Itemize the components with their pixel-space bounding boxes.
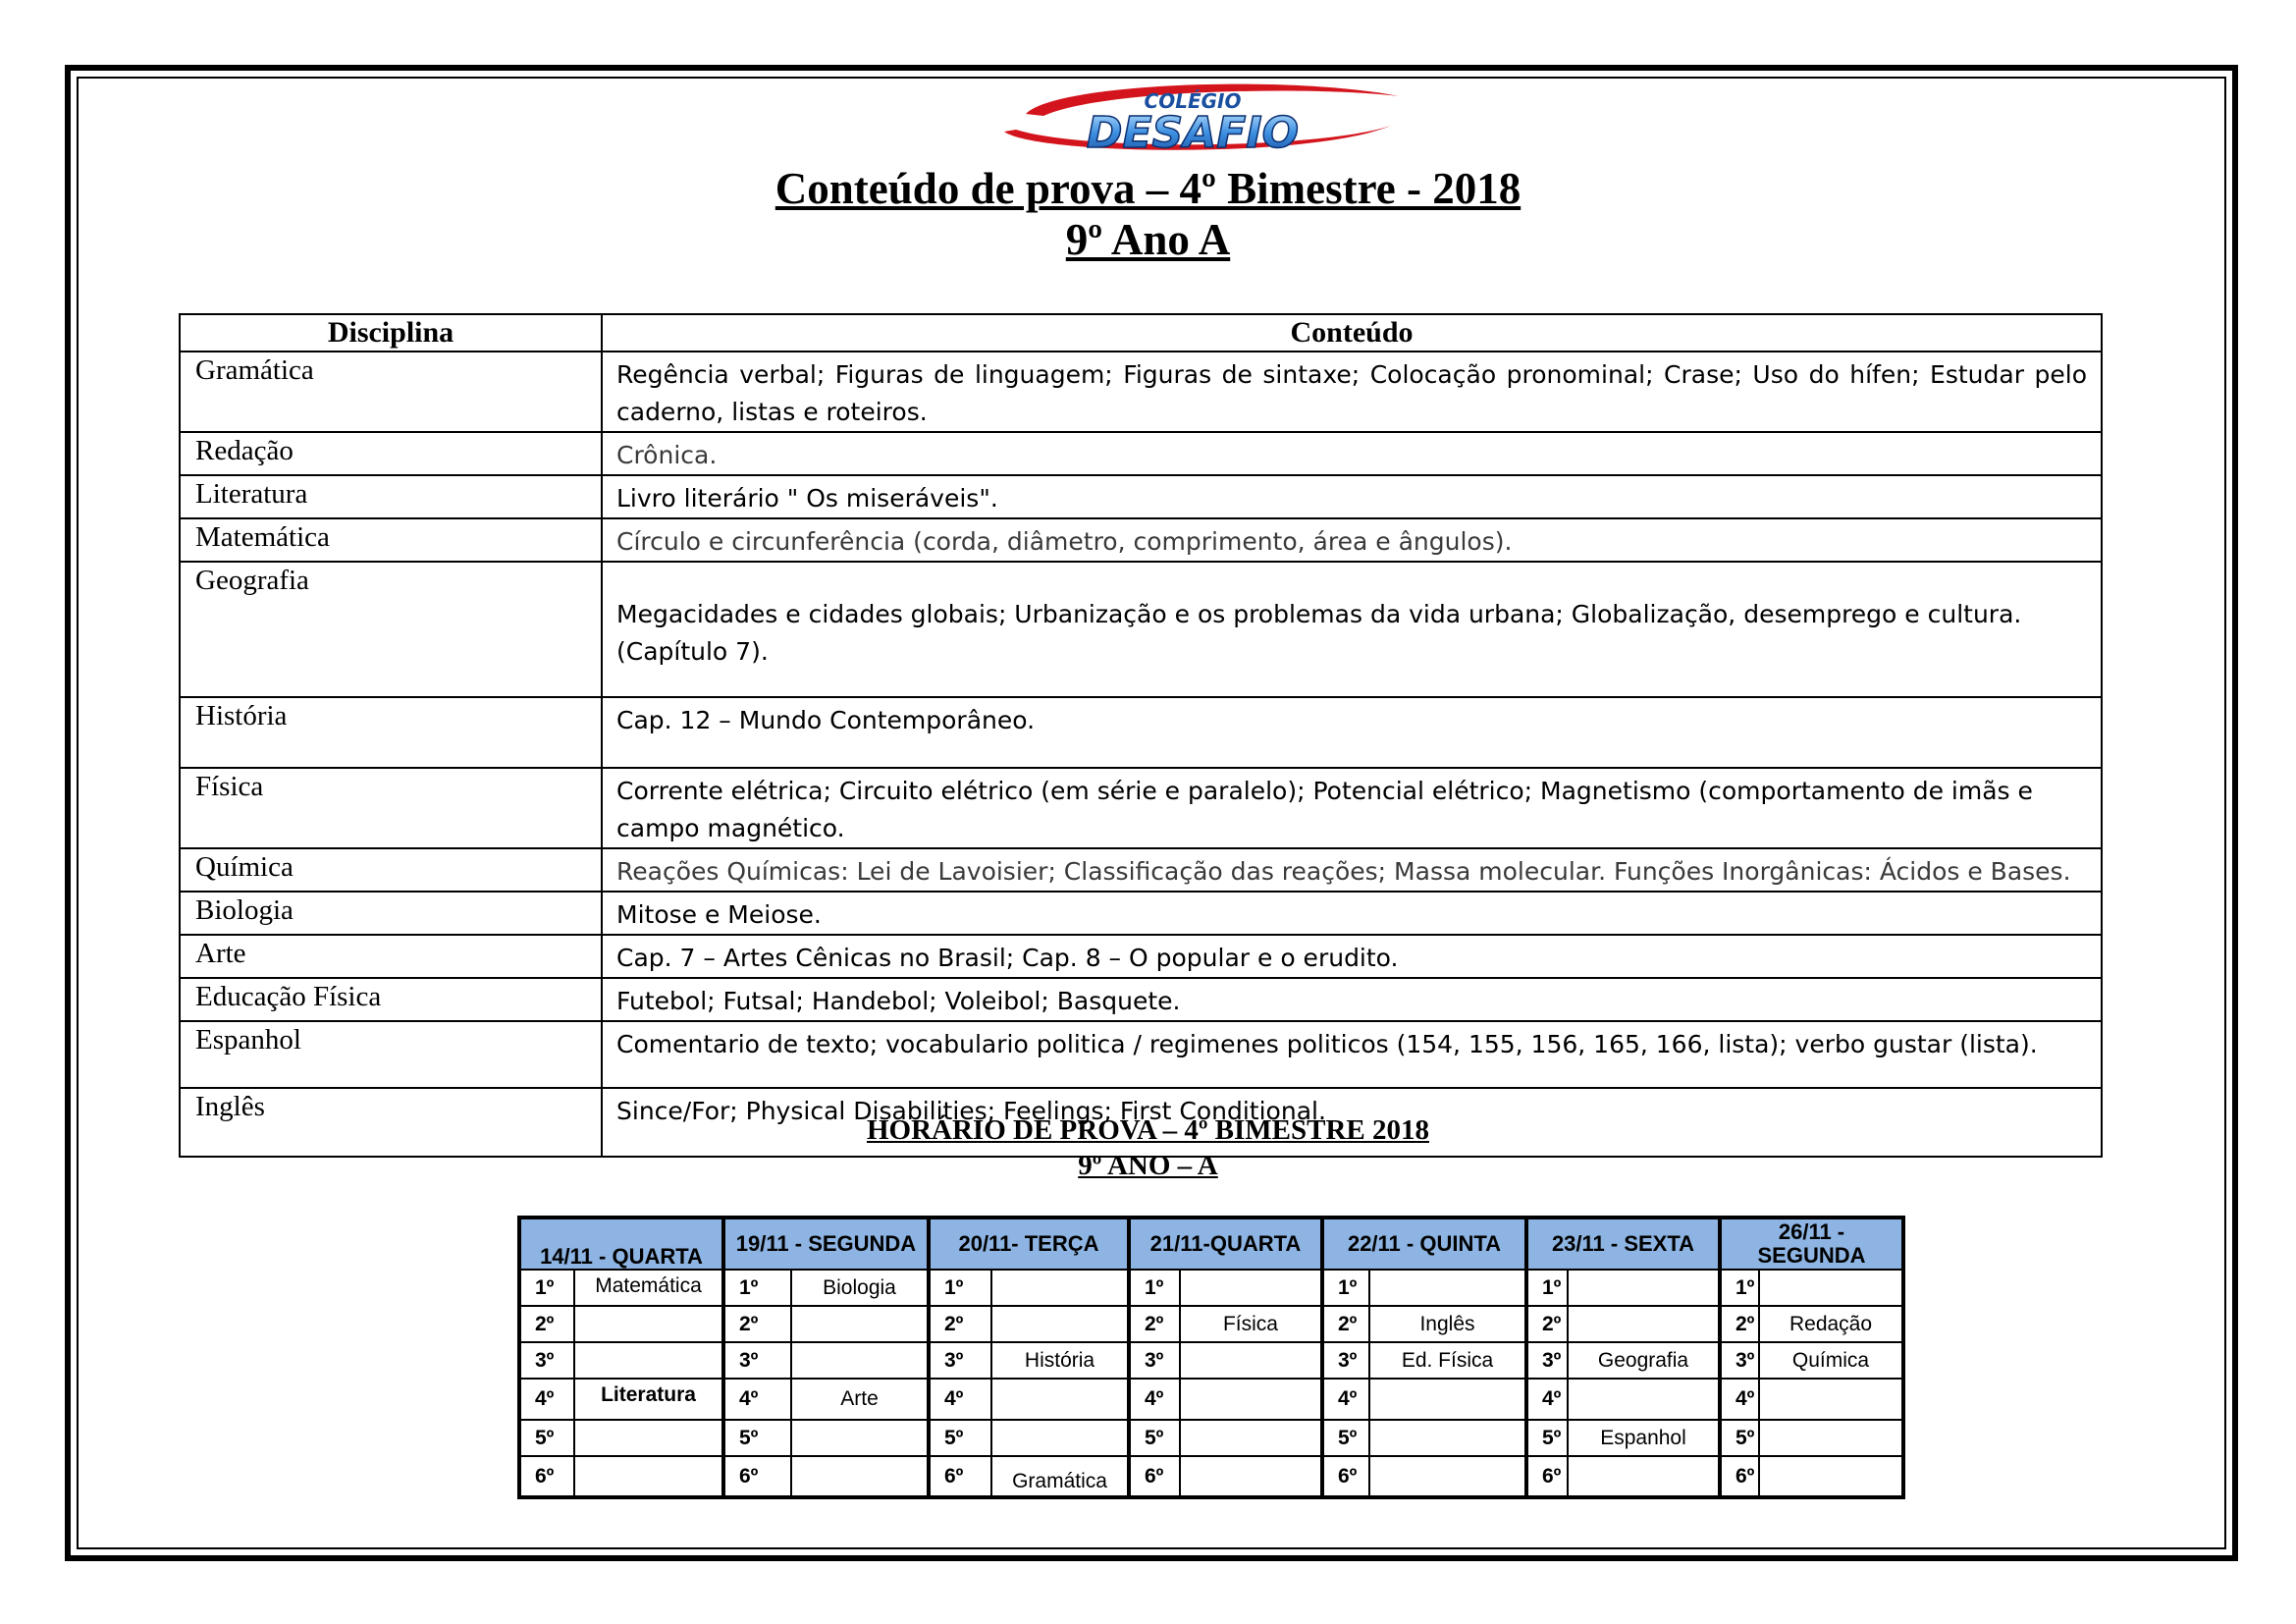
schedule-cell bbox=[1180, 1270, 1322, 1306]
period-number: 4º bbox=[1129, 1379, 1180, 1420]
period-number: 3º bbox=[929, 1342, 991, 1379]
schedule-cell bbox=[1759, 1420, 1903, 1456]
schedule-cell bbox=[1369, 1456, 1526, 1497]
schedule-cell bbox=[1369, 1420, 1526, 1456]
schedule-cell bbox=[574, 1306, 723, 1342]
period-number: 4º bbox=[1720, 1379, 1759, 1420]
period-number: 4º bbox=[929, 1379, 991, 1420]
period-number: 3º bbox=[1720, 1342, 1759, 1379]
table-row bbox=[180, 978, 2102, 1021]
period-number: 6º bbox=[929, 1456, 991, 1497]
period-number: 1º bbox=[1129, 1270, 1180, 1306]
schedule-cell bbox=[991, 1306, 1129, 1342]
schedule-table bbox=[517, 1216, 1905, 1499]
schedule-row bbox=[519, 1306, 1903, 1342]
schedule-cell bbox=[991, 1379, 1129, 1420]
period-number: 1º bbox=[519, 1270, 574, 1306]
table-row bbox=[180, 352, 2102, 432]
period-number: 6º bbox=[1322, 1456, 1369, 1497]
period-number: 5º bbox=[1322, 1420, 1369, 1456]
schedule-cell bbox=[1180, 1342, 1322, 1379]
table-row bbox=[180, 768, 2102, 848]
conteudo-cell: Corrente elétrica; Circuito elétrico (em série e paralelo); Potencial elétrico; Magnetismo (comportamento de imãs e campo magnético. bbox=[602, 768, 2102, 848]
col-header-conteudo: Conteúdo bbox=[602, 314, 2102, 352]
page-subtitle: 9º Ano A bbox=[1065, 215, 1231, 264]
conteudo-cell: Círculo e circunferência (corda, diâmetro, comprimento, área e ângulos). bbox=[602, 518, 2102, 562]
schedule-cell: Literatura bbox=[574, 1379, 723, 1420]
schedule-cell: Biologia bbox=[791, 1270, 929, 1306]
content-table-header bbox=[180, 314, 2102, 352]
schedule-cell bbox=[1369, 1379, 1526, 1420]
schedule-row bbox=[519, 1342, 1903, 1379]
disciplina-cell: Física bbox=[180, 768, 602, 848]
schedule-cell bbox=[574, 1456, 723, 1497]
disciplina-cell: Geografia bbox=[180, 562, 602, 697]
schedule-cell bbox=[1568, 1456, 1720, 1497]
disciplina-cell: Espanhol bbox=[180, 1021, 602, 1088]
conteudo-cell: Regência verbal; Figuras de linguagem; Figuras de sintaxe; Colocação pronominal; Crase; Uso do hífen; Estudar pelo caderno, listas e roteiros. bbox=[602, 352, 2102, 432]
period-number: 3º bbox=[1526, 1342, 1568, 1379]
schedule-day-header: 22/11 - QUINTA bbox=[1322, 1218, 1526, 1270]
schedule-cell: Ed. Física bbox=[1369, 1342, 1526, 1379]
schedule-day-header: 23/11 - SEXTA bbox=[1526, 1218, 1720, 1270]
schedule-cell bbox=[991, 1420, 1129, 1456]
schedule-row bbox=[519, 1379, 1903, 1420]
period-number: 6º bbox=[519, 1456, 574, 1497]
period-number: 6º bbox=[723, 1456, 791, 1497]
content-table bbox=[179, 313, 2103, 1158]
table-row bbox=[180, 562, 2102, 697]
period-number: 5º bbox=[1129, 1420, 1180, 1456]
schedule-row bbox=[519, 1270, 1903, 1306]
conteudo-cell: Mitose e Meiose. bbox=[602, 892, 2102, 935]
logo-big-text: DESAFIO bbox=[1086, 108, 1300, 158]
disciplina-cell: Redação bbox=[180, 432, 602, 475]
disciplina-cell: Gramática bbox=[180, 352, 602, 432]
table-row bbox=[180, 935, 2102, 978]
period-number: 1º bbox=[723, 1270, 791, 1306]
period-number: 1º bbox=[1720, 1270, 1759, 1306]
period-number: 2º bbox=[1720, 1306, 1759, 1342]
schedule-cell bbox=[1568, 1306, 1720, 1342]
schedule-cell: Química bbox=[1759, 1342, 1903, 1379]
schedule-cell: Gramática bbox=[991, 1456, 1129, 1497]
col-header-disciplina: Disciplina bbox=[180, 314, 602, 352]
period-number: 5º bbox=[723, 1420, 791, 1456]
table-row bbox=[180, 475, 2102, 518]
period-number: 4º bbox=[1526, 1379, 1568, 1420]
schedule-cell: Redação bbox=[1759, 1306, 1903, 1342]
period-number: 6º bbox=[1720, 1456, 1759, 1497]
schedule-row bbox=[519, 1456, 1903, 1497]
disciplina-cell: Inglês bbox=[180, 1088, 602, 1157]
period-number: 1º bbox=[1322, 1270, 1369, 1306]
table-row bbox=[180, 892, 2102, 935]
schedule-cell: Inglês bbox=[1369, 1306, 1526, 1342]
period-number: 5º bbox=[519, 1420, 574, 1456]
schedule-cell bbox=[1180, 1379, 1322, 1420]
schedule-day-header: 26/11 - SEGUNDA bbox=[1720, 1218, 1903, 1270]
conteudo-cell: Cap. 7 – Artes Cênicas no Brasil; Cap. 8 – O popular e o erudito. bbox=[602, 935, 2102, 978]
period-number: 6º bbox=[1526, 1456, 1568, 1497]
schedule-day-header: 14/11 - QUARTA bbox=[519, 1218, 723, 1270]
table-row bbox=[180, 1021, 2102, 1088]
period-number: 3º bbox=[723, 1342, 791, 1379]
table-row bbox=[180, 432, 2102, 475]
schedule-cell bbox=[1369, 1270, 1526, 1306]
period-number: 1º bbox=[929, 1270, 991, 1306]
conteudo-cell: Futebol; Futsal; Handebol; Voleibol; Basquete. bbox=[602, 978, 2102, 1021]
period-number: 4º bbox=[1322, 1379, 1369, 1420]
disciplina-cell: Educação Física bbox=[180, 978, 602, 1021]
schedule-title: HORÁRIO DE PROVA – 4º BIMESTRE 2018 bbox=[866, 1114, 1429, 1146]
schedule-cell bbox=[1568, 1379, 1720, 1420]
schedule-cell bbox=[791, 1456, 929, 1497]
schedule-cell bbox=[574, 1420, 723, 1456]
schedule-subtitle: 9º ANO – A bbox=[1078, 1150, 1218, 1181]
schedule-cell bbox=[791, 1420, 929, 1456]
conteudo-cell: Livro literário " Os miseráveis". bbox=[602, 475, 2102, 518]
schedule-cell: Arte bbox=[791, 1379, 929, 1420]
logo-small-text: COLÉGIO bbox=[1144, 89, 1242, 113]
schedule-day-header: 19/11 - SEGUNDA bbox=[723, 1218, 929, 1270]
period-number: 2º bbox=[929, 1306, 991, 1342]
period-number: 2º bbox=[1526, 1306, 1568, 1342]
disciplina-cell: Matemática bbox=[180, 518, 602, 562]
schedule-cell bbox=[1759, 1270, 1903, 1306]
schedule-cell bbox=[991, 1270, 1129, 1306]
table-row bbox=[180, 697, 2102, 768]
schedule-cell bbox=[791, 1306, 929, 1342]
period-number: 5º bbox=[929, 1420, 991, 1456]
schedule-cell bbox=[1180, 1420, 1322, 1456]
school-logo bbox=[996, 75, 1409, 163]
schedule-cell bbox=[1568, 1270, 1720, 1306]
conteudo-cell: Since/For; Physical Disabilities; Feelings; First Conditional. bbox=[602, 1088, 2102, 1157]
table-row bbox=[180, 518, 2102, 562]
conteudo-cell: Comentario de texto; vocabulario politica / regimenes politicos (154, 155, 156, 165, 166, lista); verbo gustar (lista). bbox=[602, 1021, 2102, 1088]
conteudo-cell: Reações Químicas: Lei de Lavoisier; Classificação das reações; Massa molecular. Funções Inorgânicas: Ácidos e Bases. bbox=[602, 848, 2102, 892]
schedule-cell: Física bbox=[1180, 1306, 1322, 1342]
schedule-cell: História bbox=[991, 1342, 1129, 1379]
disciplina-cell: Biologia bbox=[180, 892, 602, 935]
schedule-cell bbox=[1180, 1456, 1322, 1497]
schedule-cell: Matemática bbox=[574, 1270, 723, 1306]
period-number: 3º bbox=[1322, 1342, 1369, 1379]
disciplina-cell: Literatura bbox=[180, 475, 602, 518]
period-number: 5º bbox=[1526, 1420, 1568, 1456]
period-number: 2º bbox=[723, 1306, 791, 1342]
conteudo-cell: Megacidades e cidades globais; Urbanização e os problemas da vida urbana; Globalização, desemprego e cultura. (Capítulo 7). bbox=[602, 562, 2102, 697]
period-number: 2º bbox=[519, 1306, 574, 1342]
period-number: 2º bbox=[1322, 1306, 1369, 1342]
schedule-cell bbox=[574, 1342, 723, 1379]
schedule-cell: Geografia bbox=[1568, 1342, 1720, 1379]
period-number: 6º bbox=[1129, 1456, 1180, 1497]
schedule-day-header: 20/11- TERÇA bbox=[929, 1218, 1129, 1270]
schedule-header-row bbox=[519, 1218, 1903, 1270]
schedule-cell: Espanhol bbox=[1568, 1420, 1720, 1456]
disciplina-cell: Arte bbox=[180, 935, 602, 978]
period-number: 3º bbox=[1129, 1342, 1180, 1379]
period-number: 1º bbox=[1526, 1270, 1568, 1306]
period-number: 3º bbox=[519, 1342, 574, 1379]
table-row bbox=[180, 848, 2102, 892]
schedule-cell bbox=[1759, 1456, 1903, 1497]
period-number: 5º bbox=[1720, 1420, 1759, 1456]
conteudo-cell: Crônica. bbox=[602, 432, 2102, 475]
schedule-cell bbox=[1759, 1379, 1903, 1420]
period-number: 4º bbox=[723, 1379, 791, 1420]
disciplina-cell: Química bbox=[180, 848, 602, 892]
schedule-row bbox=[519, 1420, 1903, 1456]
period-number: 4º bbox=[519, 1379, 574, 1420]
schedule-day-header: 21/11-QUARTA bbox=[1129, 1218, 1322, 1270]
period-number: 2º bbox=[1129, 1306, 1180, 1342]
disciplina-cell: História bbox=[180, 697, 602, 768]
schedule-cell bbox=[791, 1342, 929, 1379]
page-title: Conteúdo de prova – 4º Bimestre - 2018 bbox=[774, 164, 1522, 213]
conteudo-cell: Cap. 12 – Mundo Contemporâneo. bbox=[602, 697, 2102, 768]
